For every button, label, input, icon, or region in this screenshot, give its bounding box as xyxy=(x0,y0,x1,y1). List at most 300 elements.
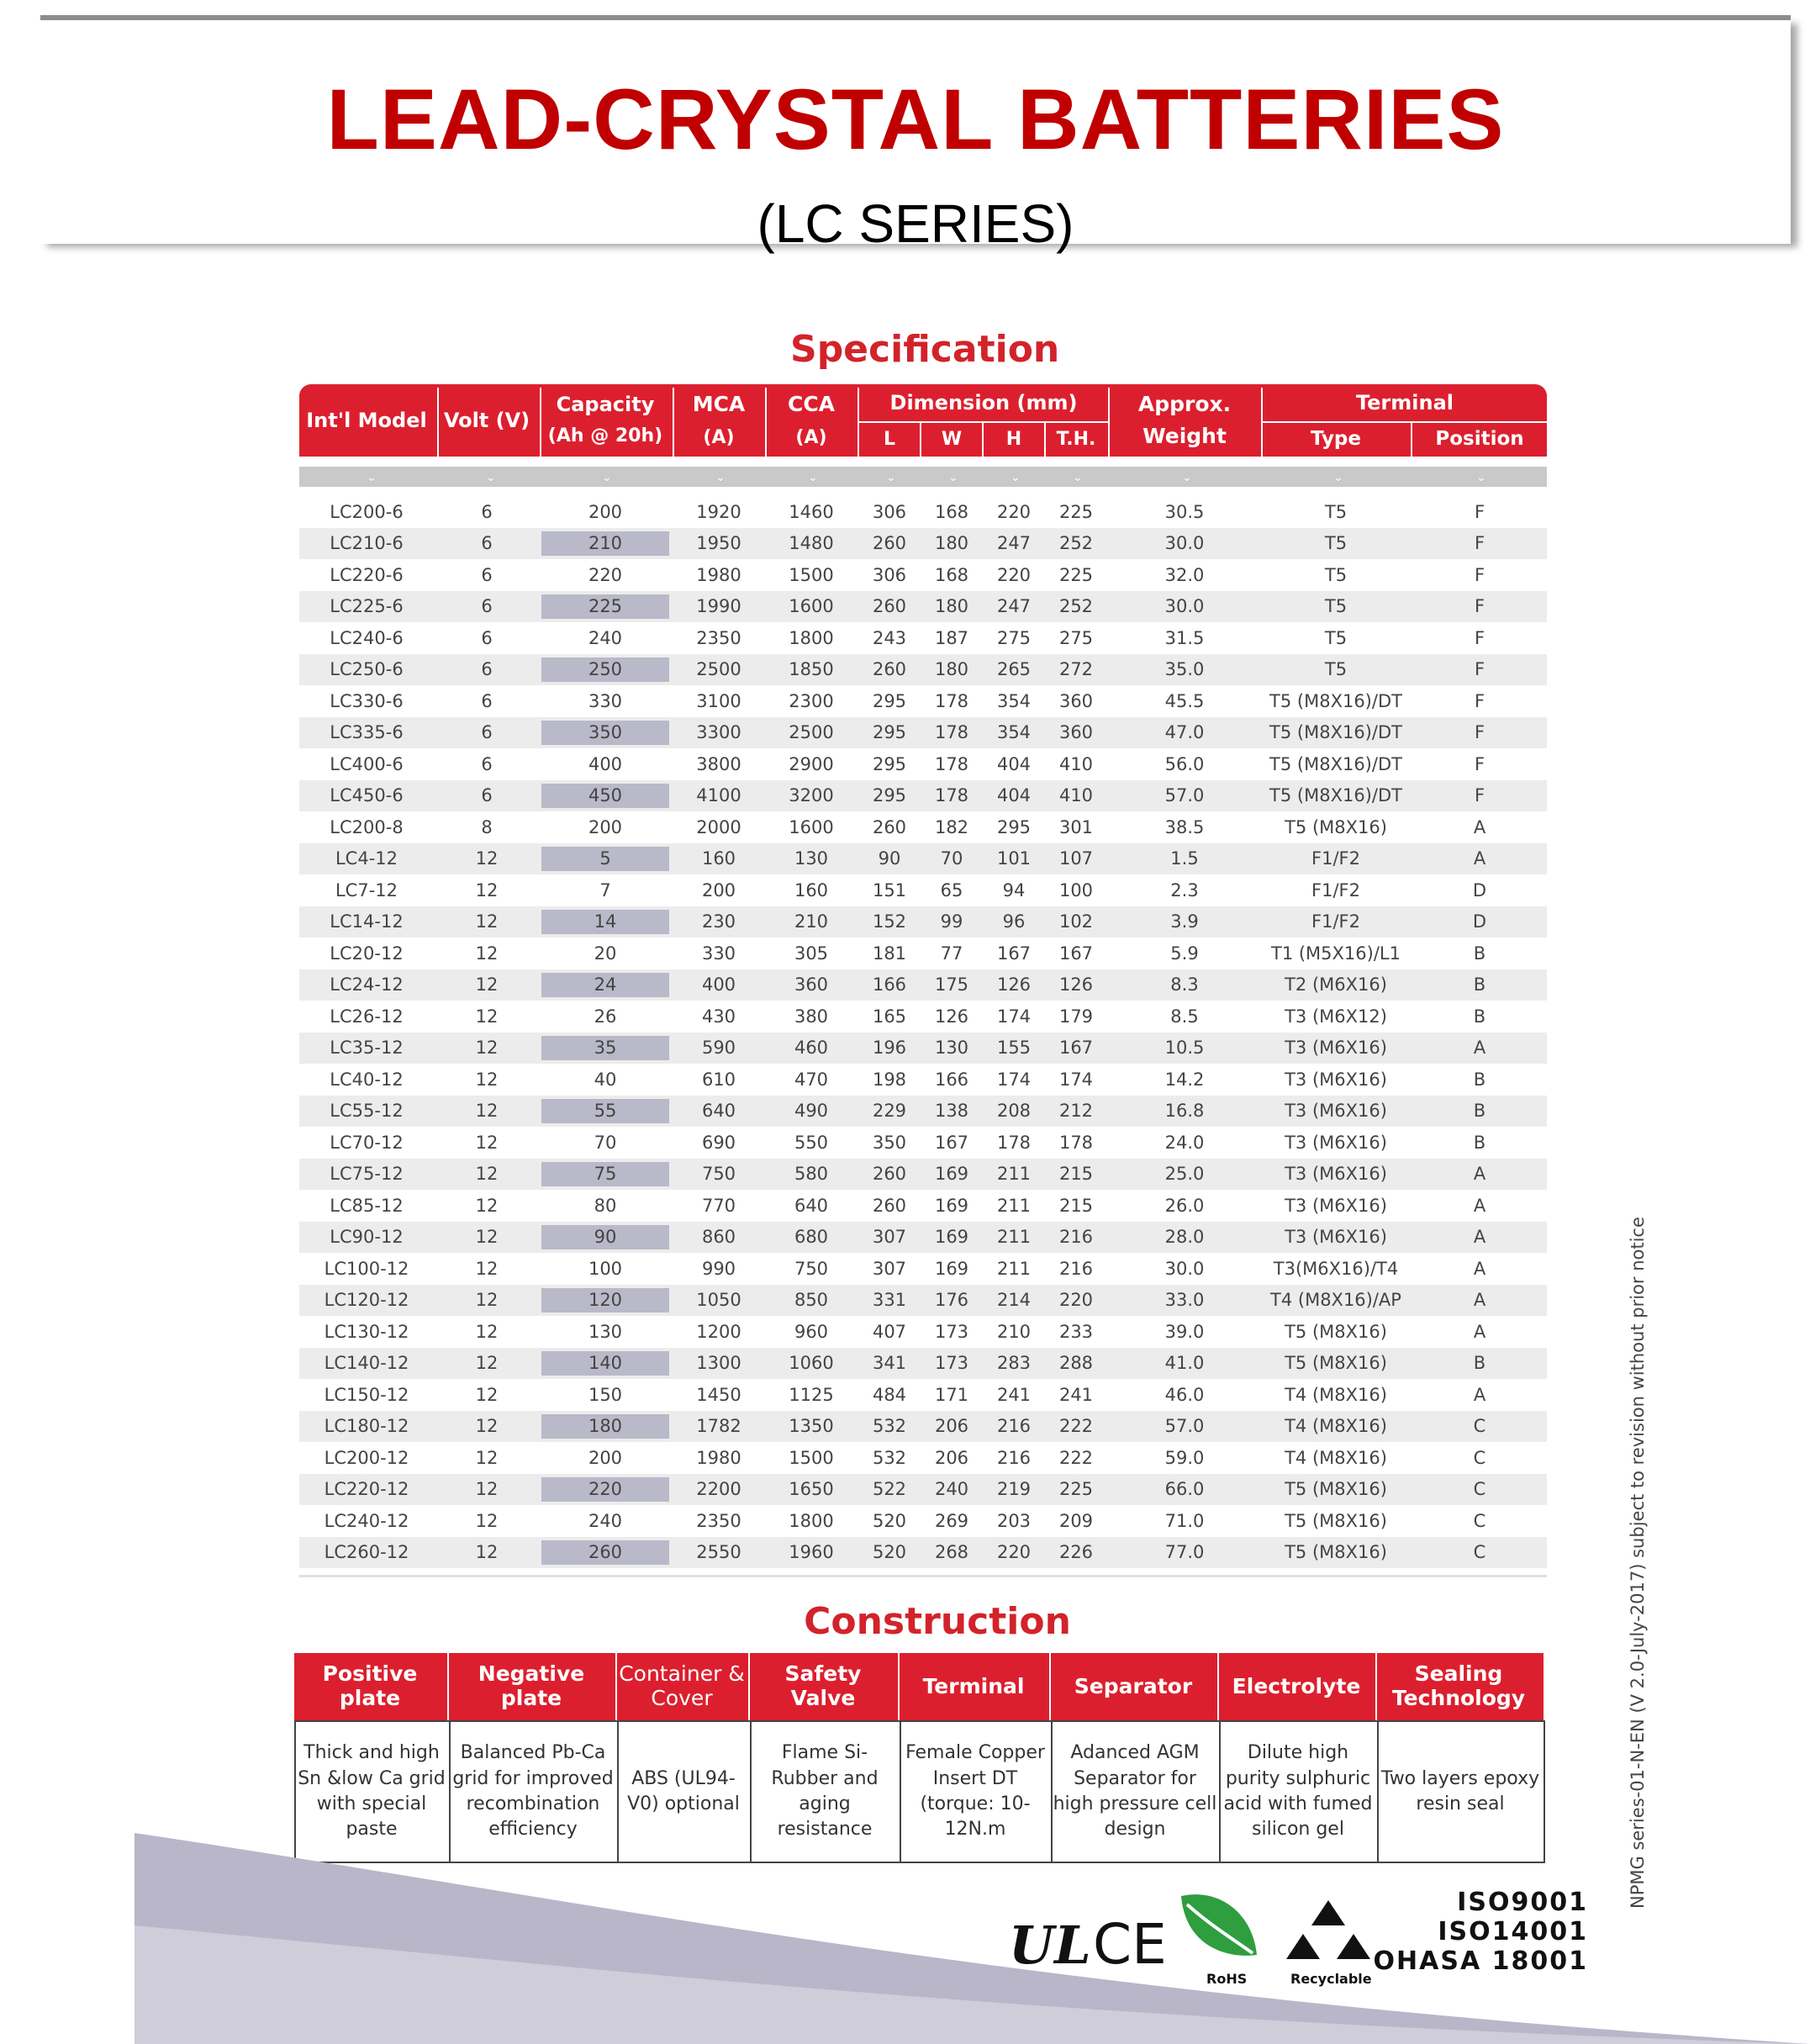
cell-model: LC120-12 xyxy=(324,1290,409,1311)
cell-total-height: 225 xyxy=(1058,501,1094,522)
cell-capacity: 80 xyxy=(594,1195,617,1216)
table-row xyxy=(299,1505,1547,1537)
cell-width: 99 xyxy=(940,911,963,932)
cell-terminal-type: T3 (M6X16) xyxy=(1285,1101,1387,1122)
cell-terminal-position: F xyxy=(1474,690,1485,711)
cell-height: 94 xyxy=(1002,879,1026,901)
cell-height: 247 xyxy=(996,596,1032,617)
cell-length: 532 xyxy=(872,1416,907,1437)
cell-capacity: 350 xyxy=(541,721,669,746)
cell-total-height: 241 xyxy=(1058,1384,1094,1405)
cell-width: 166 xyxy=(934,1069,969,1090)
cell-mca: 230 xyxy=(701,911,736,932)
cell-model: LC85-12 xyxy=(330,1195,404,1216)
cell-cca: 1125 xyxy=(789,1384,834,1405)
cell-terminal-position: B xyxy=(1473,943,1486,964)
cell-model: LC335-6 xyxy=(330,722,404,743)
construction-header xyxy=(294,1653,1544,1720)
cell-mca: 2350 xyxy=(696,1510,741,1531)
cell-capacity: 260 xyxy=(541,1540,669,1566)
cell-total-height: 216 xyxy=(1058,1258,1094,1279)
cell-height: 211 xyxy=(996,1195,1032,1216)
cons-body-container: ABS (UL94-V0) optional xyxy=(627,1767,740,1814)
cell-capacity: 140 xyxy=(541,1351,669,1376)
cell-width: 176 xyxy=(934,1290,969,1311)
cell-total-height: 212 xyxy=(1058,1101,1094,1122)
cell-terminal-type: T4 (M8X16)/AP xyxy=(1270,1290,1401,1311)
cell-total-height: 226 xyxy=(1058,1542,1094,1563)
table-row xyxy=(299,874,1547,906)
table-row xyxy=(299,1285,1547,1317)
cell-capacity: 7 xyxy=(599,879,611,901)
cell-length: 484 xyxy=(872,1384,907,1405)
chevron-down-icon: ⌄ xyxy=(367,470,377,483)
cell-height: 220 xyxy=(996,564,1032,585)
cell-terminal-position: D xyxy=(1472,911,1487,932)
cell-terminal-position: F xyxy=(1474,753,1485,774)
cell-capacity: 240 xyxy=(588,627,623,648)
cell-terminal-type: F1/F2 xyxy=(1311,911,1360,932)
recycle-label: Recyclable xyxy=(1290,1971,1372,1987)
table-row xyxy=(299,748,1547,780)
iso-9001: ISO9001 xyxy=(1457,1888,1588,1917)
cell-terminal-type: T4 (M8X16) xyxy=(1285,1384,1387,1405)
cell-volt: 12 xyxy=(475,1195,499,1216)
table-row xyxy=(299,1096,1547,1128)
cell-height: 247 xyxy=(996,533,1032,554)
cell-mca: 2550 xyxy=(696,1542,741,1563)
cell-terminal-type: T3 (M6X16) xyxy=(1285,1164,1387,1185)
cell-model: LC400-6 xyxy=(330,753,404,774)
cell-total-height: 410 xyxy=(1058,753,1094,774)
cell-weight: 59.0 xyxy=(1164,1447,1205,1468)
cell-terminal-type: T2 (M6X16) xyxy=(1285,974,1387,996)
cell-cca: 580 xyxy=(794,1164,829,1185)
cell-terminal-position: C xyxy=(1473,1447,1486,1468)
cell-length: 260 xyxy=(872,1164,907,1185)
cell-cca: 680 xyxy=(794,1227,829,1248)
cell-terminal-position: B xyxy=(1473,1353,1486,1374)
table-row xyxy=(299,1222,1547,1254)
cell-capacity: 35 xyxy=(541,1036,669,1061)
cell-volt: 12 xyxy=(475,1290,499,1311)
cell-volt: 12 xyxy=(475,943,499,964)
cell-terminal-type: T5 (M8X16) xyxy=(1285,1479,1387,1500)
cell-cca: 550 xyxy=(794,1132,829,1153)
cell-volt: 12 xyxy=(475,1384,499,1405)
cell-cca: 2500 xyxy=(789,722,834,743)
cell-capacity: 400 xyxy=(588,753,623,774)
header-dimension: Dimension (mm) xyxy=(889,390,1078,415)
cell-model: LC26-12 xyxy=(330,1006,404,1027)
cell-terminal-position: B xyxy=(1473,1101,1486,1122)
cell-model: LC20-12 xyxy=(330,943,404,964)
table-row xyxy=(299,496,1547,528)
cons-body-positive-plate: Thick and high Sn &low Ca grid with special paste xyxy=(298,1742,446,1841)
cell-volt: 6 xyxy=(481,785,493,806)
cell-cca: 380 xyxy=(794,1006,829,1027)
cell-length: 260 xyxy=(872,533,907,554)
cell-volt: 12 xyxy=(475,1006,499,1027)
cell-terminal-type: T5 xyxy=(1324,533,1348,554)
cell-height: 220 xyxy=(996,501,1032,522)
cell-cca: 1350 xyxy=(789,1416,834,1437)
cell-total-height: 102 xyxy=(1058,911,1094,932)
cell-volt: 12 xyxy=(475,1447,499,1468)
page-subtitle: (LC SERIES) xyxy=(757,193,1074,254)
cell-volt: 12 xyxy=(475,879,499,901)
cons-body-terminal: Female Copper Insert DT (torque: 10-12N.m xyxy=(905,1742,1045,1841)
cell-cca: 1960 xyxy=(789,1542,834,1563)
cell-total-height: 301 xyxy=(1058,816,1094,837)
cell-width: 169 xyxy=(934,1227,969,1248)
cell-height: 354 xyxy=(996,690,1032,711)
cell-capacity: 240 xyxy=(588,1510,623,1531)
ce-mark-icon xyxy=(1093,1912,1167,1977)
cell-length: 181 xyxy=(872,943,907,964)
cell-volt: 6 xyxy=(481,690,493,711)
cons-body-electrolyte: Dilute high purity sulphuric acid with fumed silicon gel xyxy=(1223,1742,1373,1841)
cell-weight: 30.0 xyxy=(1164,596,1205,617)
cell-capacity: 20 xyxy=(594,943,617,964)
cell-height: 404 xyxy=(996,785,1032,806)
cell-weight: 30.0 xyxy=(1164,1258,1205,1279)
cell-model: LC40-12 xyxy=(330,1069,404,1090)
cell-volt: 12 xyxy=(475,1321,499,1342)
cell-cca: 470 xyxy=(794,1069,829,1090)
cell-length: 532 xyxy=(872,1447,907,1468)
cell-cca: 640 xyxy=(794,1195,829,1216)
cell-terminal-type: T3 (M6X16) xyxy=(1285,1069,1387,1090)
cell-width: 206 xyxy=(934,1447,969,1468)
cell-terminal-type: T3 (M6X16) xyxy=(1285,1195,1387,1216)
cell-length: 520 xyxy=(872,1542,907,1563)
cell-weight: 47.0 xyxy=(1164,722,1205,743)
cell-capacity: 26 xyxy=(594,1006,617,1027)
specification-title: Specification xyxy=(790,328,1060,371)
table-row xyxy=(299,906,1547,938)
cell-mca: 860 xyxy=(701,1227,736,1248)
sort-arrow-bar xyxy=(299,467,1547,487)
cell-capacity: 150 xyxy=(588,1384,623,1405)
cell-total-height: 252 xyxy=(1058,596,1094,617)
header-weight: Approx. xyxy=(1137,392,1232,416)
cell-capacity: 330 xyxy=(588,690,623,711)
cell-terminal-type: T5 (M8X16)/DT xyxy=(1269,690,1402,711)
cell-length: 307 xyxy=(872,1258,907,1279)
cell-height: 203 xyxy=(996,1510,1032,1531)
cell-length: 165 xyxy=(872,1006,907,1027)
cell-height: 265 xyxy=(996,659,1032,680)
cell-length: 260 xyxy=(872,596,907,617)
cell-volt: 12 xyxy=(475,1038,499,1059)
cell-weight: 24.0 xyxy=(1164,1132,1205,1153)
cell-weight: 33.0 xyxy=(1164,1290,1205,1311)
cell-total-height: 126 xyxy=(1058,974,1094,996)
cell-volt: 6 xyxy=(481,501,493,522)
cell-volt: 6 xyxy=(481,753,493,774)
cell-terminal-position: F xyxy=(1474,722,1485,743)
table-row xyxy=(299,559,1547,591)
table-row xyxy=(299,1127,1547,1159)
cell-length: 229 xyxy=(872,1101,907,1122)
chevron-down-icon: ⌄ xyxy=(886,470,896,483)
cell-length: 295 xyxy=(872,785,907,806)
cell-mca: 690 xyxy=(701,1132,736,1153)
cell-cca: 1600 xyxy=(789,596,834,617)
cell-length: 522 xyxy=(872,1479,907,1500)
cell-terminal-position: F xyxy=(1474,785,1485,806)
cell-height: 211 xyxy=(996,1258,1032,1279)
cell-capacity: 200 xyxy=(588,816,623,837)
table-row xyxy=(299,1537,1547,1569)
cell-terminal-position: B xyxy=(1473,1069,1486,1090)
cell-model: LC4-12 xyxy=(335,848,398,869)
table-row xyxy=(299,937,1547,969)
cell-capacity: 250 xyxy=(541,658,669,683)
cell-terminal-position: F xyxy=(1474,501,1485,522)
cell-width: 168 xyxy=(934,501,969,522)
cell-terminal-position: A xyxy=(1473,1195,1486,1216)
table-row xyxy=(299,528,1547,560)
ce-mark: CE xyxy=(1093,1912,1167,1977)
cell-mca: 1200 xyxy=(696,1321,741,1342)
cell-terminal-position: C xyxy=(1473,1542,1486,1563)
cell-width: 173 xyxy=(934,1353,969,1374)
header-dim-th: T.H. xyxy=(1056,428,1096,450)
cell-width: 178 xyxy=(934,690,969,711)
cell-cca: 360 xyxy=(794,974,829,996)
cell-width: 77 xyxy=(940,943,963,964)
cell-mca: 1980 xyxy=(696,1447,741,1468)
cell-width: 178 xyxy=(934,722,969,743)
cell-total-height: 220 xyxy=(1058,1290,1094,1311)
cell-weight: 30.0 xyxy=(1164,533,1205,554)
cons-body-safety-valve: Flame Si-Rubber and aging resistance xyxy=(771,1742,879,1841)
chevron-down-icon: ⌄ xyxy=(808,470,818,483)
cons-header-terminal: Terminal xyxy=(922,1673,1025,1698)
cell-weight: 16.8 xyxy=(1164,1101,1205,1122)
cell-mca: 2200 xyxy=(696,1479,741,1500)
cell-terminal-position: C xyxy=(1473,1416,1486,1437)
cell-weight: 25.0 xyxy=(1164,1164,1205,1185)
cell-cca: 850 xyxy=(794,1290,829,1311)
cell-terminal-position: A xyxy=(1473,1227,1486,1248)
cell-terminal-position: A xyxy=(1473,1290,1486,1311)
ohsas-18001: OHASA 18001 xyxy=(1373,1946,1588,1976)
cell-height: 354 xyxy=(996,722,1032,743)
cell-terminal-type: T5 (M8X16) xyxy=(1285,1510,1387,1531)
cell-mca: 400 xyxy=(701,974,736,996)
header-terminal-position: Position xyxy=(1435,428,1524,451)
cell-terminal-type: T3(M6X16)/T4 xyxy=(1273,1258,1399,1279)
header-cca: CCA xyxy=(787,392,836,416)
cell-cca: 960 xyxy=(794,1321,829,1342)
cell-terminal-type: T5 xyxy=(1324,659,1348,680)
cell-cca: 1460 xyxy=(789,501,834,522)
cell-terminal-type: T5 (M8X16)/DT xyxy=(1269,722,1402,743)
cell-length: 295 xyxy=(872,690,907,711)
chevron-down-icon: ⌄ xyxy=(715,470,726,483)
cell-height: 214 xyxy=(996,1290,1032,1311)
cell-model: LC150-12 xyxy=(324,1384,409,1405)
cell-volt: 12 xyxy=(475,1069,499,1090)
cell-height: 210 xyxy=(996,1321,1032,1342)
cell-width: 175 xyxy=(934,974,969,996)
cell-volt: 12 xyxy=(475,911,499,932)
cell-mca: 1990 xyxy=(696,596,741,617)
cell-total-height: 107 xyxy=(1058,848,1094,869)
cell-width: 240 xyxy=(934,1479,969,1500)
cell-width: 171 xyxy=(934,1384,969,1405)
cell-length: 198 xyxy=(872,1069,907,1090)
cell-weight: 45.5 xyxy=(1164,690,1205,711)
cell-mca: 610 xyxy=(701,1069,736,1090)
cell-terminal-type: T5 xyxy=(1324,627,1348,648)
cell-weight: 77.0 xyxy=(1164,1542,1205,1563)
cell-width: 187 xyxy=(934,627,969,648)
cell-weight: 26.0 xyxy=(1164,1195,1205,1216)
cell-model: LC100-12 xyxy=(324,1258,409,1279)
cell-length: 166 xyxy=(872,974,907,996)
cell-width: 182 xyxy=(934,816,969,837)
cell-volt: 8 xyxy=(481,816,493,837)
cell-capacity: 220 xyxy=(541,1477,669,1503)
table-row xyxy=(299,1001,1547,1033)
cell-length: 243 xyxy=(872,627,907,648)
cell-mca: 2350 xyxy=(696,627,741,648)
table-row xyxy=(299,1474,1547,1506)
cell-volt: 12 xyxy=(475,1479,499,1500)
cell-length: 307 xyxy=(872,1227,907,1248)
cell-mca: 3300 xyxy=(696,722,741,743)
cell-height: 216 xyxy=(996,1447,1032,1468)
cell-terminal-type: T5 (M8X16)/DT xyxy=(1269,753,1402,774)
cell-volt: 6 xyxy=(481,564,493,585)
cell-total-height: 360 xyxy=(1058,690,1094,711)
chevron-down-icon: ⌄ xyxy=(1476,470,1486,483)
cell-capacity: 130 xyxy=(588,1321,623,1342)
cell-height: 101 xyxy=(996,848,1032,869)
cell-total-height: 209 xyxy=(1058,1510,1094,1531)
cell-capacity: 210 xyxy=(541,531,669,557)
cell-total-height: 288 xyxy=(1058,1353,1094,1374)
cell-height: 404 xyxy=(996,753,1032,774)
cell-terminal-position: B xyxy=(1473,1006,1486,1027)
cell-height: 275 xyxy=(996,627,1032,648)
cell-model: LC140-12 xyxy=(324,1353,409,1374)
cell-width: 168 xyxy=(934,564,969,585)
cell-volt: 12 xyxy=(475,1416,499,1437)
cell-length: 260 xyxy=(872,1195,907,1216)
cell-length: 341 xyxy=(872,1353,907,1374)
table-row xyxy=(299,1316,1547,1348)
cell-width: 173 xyxy=(934,1321,969,1342)
cell-capacity: 100 xyxy=(588,1258,623,1279)
cell-terminal-type: T5 xyxy=(1324,564,1348,585)
cell-terminal-position: C xyxy=(1473,1479,1486,1500)
cell-weight: 28.0 xyxy=(1164,1227,1205,1248)
cell-width: 138 xyxy=(934,1101,969,1122)
cell-cca: 1480 xyxy=(789,533,834,554)
cell-total-height: 215 xyxy=(1058,1164,1094,1185)
cell-total-height: 225 xyxy=(1058,564,1094,585)
cell-length: 331 xyxy=(872,1290,907,1311)
cell-mca: 3800 xyxy=(696,753,741,774)
cell-height: 96 xyxy=(1002,911,1026,932)
cell-weight: 5.9 xyxy=(1170,943,1199,964)
cell-mca: 1300 xyxy=(696,1353,741,1374)
cell-terminal-position: A xyxy=(1473,848,1486,869)
cell-volt: 12 xyxy=(475,1132,499,1153)
cell-mca: 2000 xyxy=(696,816,741,837)
cell-mca: 3100 xyxy=(696,690,741,711)
cell-terminal-type: T1 (M5X16)/L1 xyxy=(1271,943,1401,964)
cell-total-height: 252 xyxy=(1058,533,1094,554)
cell-mca: 2500 xyxy=(696,659,741,680)
table-row xyxy=(299,685,1547,717)
cons-header-sealing: Sealing Technology xyxy=(1391,1661,1526,1710)
cell-length: 90 xyxy=(878,848,901,869)
cell-total-height: 167 xyxy=(1058,943,1094,964)
table-row xyxy=(299,780,1547,812)
cell-cca: 750 xyxy=(794,1258,829,1279)
cell-cca: 130 xyxy=(794,848,829,869)
chevron-down-icon: ⌄ xyxy=(486,470,496,483)
cell-weight: 14.2 xyxy=(1164,1069,1205,1090)
cell-model: LC200-12 xyxy=(324,1447,409,1468)
cell-width: 65 xyxy=(940,879,963,901)
table-row xyxy=(299,811,1547,843)
cell-cca: 210 xyxy=(794,911,829,932)
header-terminal-type: Type xyxy=(1310,428,1361,451)
cell-volt: 12 xyxy=(475,974,499,996)
header-capacity-unit: (Ah @ 20h) xyxy=(547,425,663,446)
page-title: LEAD-CRYSTAL BATTERIES xyxy=(326,71,1505,167)
cell-total-height: 272 xyxy=(1058,659,1094,680)
cell-length: 295 xyxy=(872,753,907,774)
cell-height: 211 xyxy=(996,1227,1032,1248)
cell-capacity: 55 xyxy=(541,1099,669,1124)
cell-volt: 12 xyxy=(475,1101,499,1122)
table-row xyxy=(299,1411,1547,1443)
cell-mca: 1950 xyxy=(696,533,741,554)
cell-width: 70 xyxy=(940,848,963,869)
cell-width: 206 xyxy=(934,1416,969,1437)
table-row xyxy=(299,1159,1547,1191)
cell-mca: 330 xyxy=(701,943,736,964)
header-dim-w: W xyxy=(941,428,963,450)
cell-terminal-position: F xyxy=(1474,564,1485,585)
cell-volt: 12 xyxy=(475,848,499,869)
cell-model: LC75-12 xyxy=(330,1164,404,1185)
cell-weight: 3.9 xyxy=(1170,911,1199,932)
cell-weight: 10.5 xyxy=(1164,1038,1205,1059)
cell-total-height: 167 xyxy=(1058,1038,1094,1059)
cell-terminal-type: T3 (M6X12) xyxy=(1285,1006,1387,1027)
cell-model: LC55-12 xyxy=(330,1101,404,1122)
cell-length: 196 xyxy=(872,1038,907,1059)
header-weight-2: Weight xyxy=(1142,424,1227,448)
cell-width: 169 xyxy=(934,1258,969,1279)
iso-14001: ISO14001 xyxy=(1438,1917,1588,1946)
cell-cca: 2300 xyxy=(789,690,834,711)
cell-weight: 38.5 xyxy=(1164,816,1205,837)
cell-height: 174 xyxy=(996,1069,1032,1090)
cell-width: 178 xyxy=(934,785,969,806)
cell-total-height: 174 xyxy=(1058,1069,1094,1090)
cell-weight: 35.0 xyxy=(1164,659,1205,680)
